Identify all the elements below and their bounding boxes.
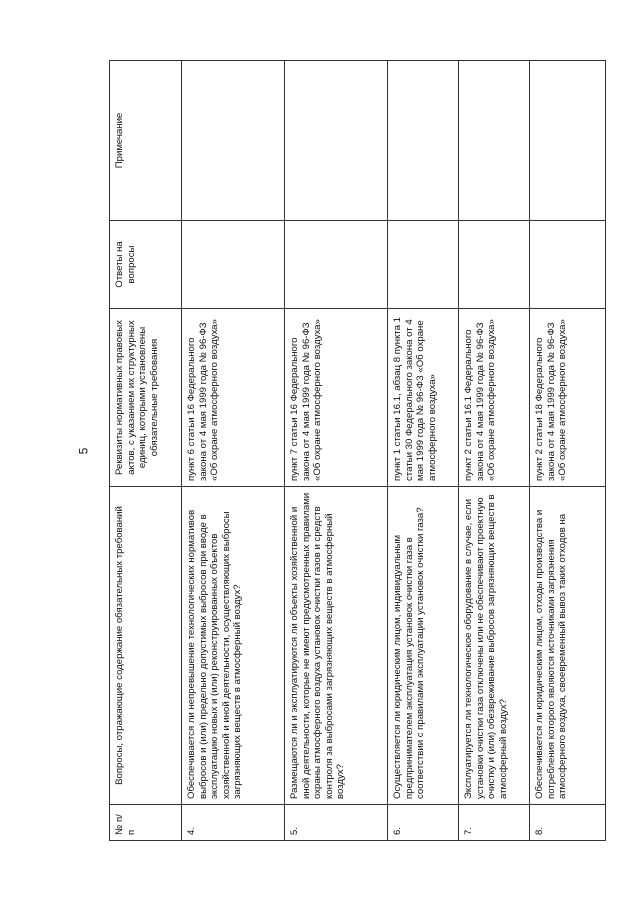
table-header-row bbox=[110, 61, 182, 841]
row-question: Размещаются ли и эксплуатируются ли объекты хозяйственной и иной деятельности, которые не имеют предусмотренных правилами охраны атмосферного воздуха установок очистки газов и средств контроля за выбросами загрязняющих веществ в атмосферный воздух? bbox=[285, 487, 388, 805]
row-note-cell[interactable] bbox=[388, 61, 459, 221]
row-number: 7. bbox=[459, 805, 530, 841]
row-question: Осуществляется ли юридическим лицом, индивидуальным предпринимателем эксплуатация установок очистки газа в соответствии с правилами эксплуатации установок очистки газа? bbox=[388, 487, 459, 805]
header-num: № п/п bbox=[110, 805, 182, 841]
header-requisites: Реквизиты нормативных правовых актов, с указанием их структурных единиц, которыми установлены обязательные требования bbox=[110, 309, 182, 487]
row-note-cell[interactable] bbox=[459, 61, 530, 221]
row-number: 4. bbox=[182, 805, 285, 841]
row-question: Обеспечивается ли юридическим лицом, отходы производства и потребления которого являются источниками загрязнения атмосферного воздуха, своевременный вывоз таких отходов на bbox=[530, 487, 606, 805]
table-row bbox=[530, 61, 606, 841]
row-answer-cell[interactable] bbox=[388, 221, 459, 309]
requirements-table bbox=[109, 60, 606, 841]
row-number: 6. bbox=[388, 805, 459, 841]
row-answer-cell[interactable] bbox=[530, 221, 606, 309]
table-row bbox=[285, 61, 388, 841]
row-requisites: пункт 6 статьи 16 Федерального закона от 4 мая 1999 года № 96-ФЗ «Об охране атмосферного воздуха» bbox=[182, 309, 285, 487]
row-requisites: пункт 1 статьи 16.1, абзац 8 пункта 1 статьи 30 Федерального закона от 4 мая 1999 года № 96-ФЗ «Об охране атмосферного воздуха» bbox=[388, 309, 459, 487]
row-answer-cell[interactable] bbox=[459, 221, 530, 309]
row-number: 8. bbox=[530, 805, 606, 841]
row-question: Эксплуатируется ли технологическое оборудование в случае, если установки очистки газа отключены или не обеспечивают проектную очистку и (или) обезвреживание выбросов загрязняющих веществ в атмосферный воздух? bbox=[459, 487, 530, 805]
table-row bbox=[182, 61, 285, 841]
row-note-cell[interactable] bbox=[530, 61, 606, 221]
row-note-cell[interactable] bbox=[182, 61, 285, 221]
row-requisites: пункт 7 статьи 16 Федерального закона от 4 мая 1999 года № 96-ФЗ «Об охране атмосферного воздуха» bbox=[285, 309, 388, 487]
rotated-table-wrapper bbox=[109, 61, 605, 841]
row-note-cell[interactable] bbox=[285, 61, 388, 221]
page-number: 5 bbox=[76, 447, 91, 455]
row-number: 5. bbox=[285, 805, 388, 841]
table-row bbox=[388, 61, 459, 841]
rotated-table bbox=[109, 61, 605, 841]
row-answer-cell[interactable] bbox=[285, 221, 388, 309]
row-answer-cell[interactable] bbox=[182, 221, 285, 309]
row-question: Обеспечивается ли непревышение технологических нормативов выбросов и (или) предельно допустимых выбросов при вводе в эксплуатацию новых и (или) реконструированных объектов хозяйственной и иной деятельности, осуществляющих выбросы загрязняющих веществ в атмосферный воздух? bbox=[182, 487, 285, 805]
header-question: Вопросы, отражающие содержание обязательных требований bbox=[110, 487, 182, 805]
row-requisites: пункт 2 статьи 16.1 Федерального закона от 4 мая 1999 года № 96-ФЗ «Об охране атмосферного воздуха» bbox=[459, 309, 530, 487]
header-note: Примечание bbox=[110, 61, 182, 221]
table-row bbox=[459, 61, 530, 841]
row-requisites: пункт 2 статьи 18 Федерального закона от 4 мая 1999 года № 96-ФЗ «Об охране атмосферного воздуха» bbox=[530, 309, 606, 487]
header-answers: Ответы на вопросы bbox=[110, 221, 182, 309]
